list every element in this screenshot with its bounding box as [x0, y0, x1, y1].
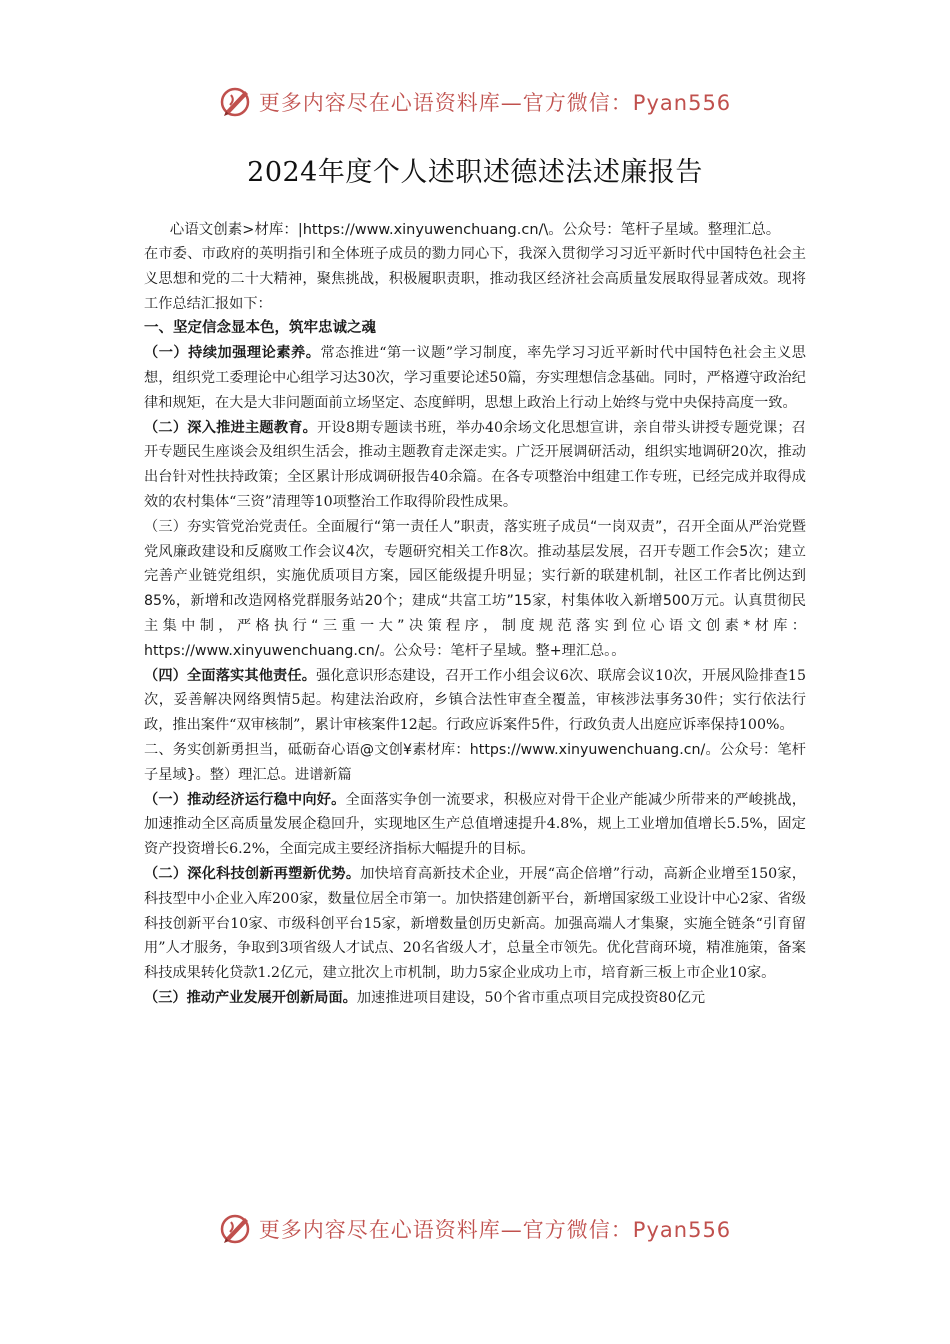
para-text: 加快培育高新技术企业，开展“高企倍增”行动，高新企业增至150家，科技型中小企业入库200家，数量位居全市第一。加快搭建创新平台，新增国家级工业设计中心2家、省级科技创新平台10家、市级科创平台15家，新增数量创历史新高。加强高端人才集聚，实施全链条“引育留用”人才服务，争取到3项省级人才试点、20名省级人才，总量全市领先。优化营商环境，精准施策，备案科技成果转化贷款1.2亿元，建立批次上市机制，助力5家企业成功上市，培育新三板上市企业10家。	[144, 865, 806, 982]
footer-banner	[0, 1209, 950, 1249]
header-banner-text: 更多内容尽在心语资料库—官方微信：Pyan556	[258, 91, 732, 115]
para-lead: （三）推动产业发展开创新局面。	[144, 989, 357, 1006]
pen-logo-icon	[219, 85, 253, 119]
para-text: 加速推进项目建设，50个省市重点项目完成投资80亿元	[356, 989, 706, 1006]
para-lead: （二）深入推进主题教育。	[144, 419, 318, 436]
section-1-para-4	[144, 664, 806, 738]
section-1-para-3: （三）夯实管党治党责任。全面履行“第一责任人”职责，落实班子成员“一岗双责”，召开全面从严治党暨党风廉政建设和反腐败工作会议4次，专题研究相关工作8次。推动基层发展，召开专题工作会5次；建立完善产业链党组织，实施优质项目方案，园区能级提升明显；实行新的联建机制，社区工作者比例达到85%，新增和改造网格党群服务站20个；建成“共富工坊”15家，村集体收入新增500万元。认真贯彻民主集中制，严格执行“三重一大”决策程序，制度规范落实到位心语文创素*材库：https://www.xinyuwenchuang.cn/。公众号：笔杆子星域。整+理汇总。。	[144, 518, 806, 659]
pen-logo-icon	[219, 1212, 253, 1246]
section-1-para-1	[144, 341, 806, 415]
section-1-para-2	[144, 416, 806, 515]
section-2-para-3	[144, 986, 806, 1011]
document-title: 2024年度个人述职述德述法述廉报告	[247, 157, 703, 188]
intro-paragraph: 在市委、市政府的英明指引和全体班子成员的勠力同心下，我深入贯彻学习习近平新时代中国特色社会主义思想和党的二十大精神，聚焦挑战，积极履职责职，推动我区经济社会高质量发展取得显著成效。现将工作总结汇报如下：	[144, 246, 806, 312]
para-text: 常态推进“第一议题”学习制度，率先学习习近平新时代中国特色社会主义思想，组织党工委理论中心组学习达30次，学习重要论述50篇，夯实理想信念基础。同时，严格遵守政治纪律和规矩，在大是大非问题面前立场坚定、态度鲜明，思想上政治上行动上始终与党中央保持高度一致。	[144, 345, 806, 411]
document-body	[144, 218, 806, 1011]
para-text: 开设8期专题读书班，举办40余场文化思想宣讲，亲自带头讲授专题党课；召开专题民生座谈会及组织生活会，推动主题教育走深走实。广泛开展调研活动，组织实地调研20次，推动出台针对性扶持政策；全区累计形成调研报告40余篇。在各专项整治中组建工作专班，已经完成并取得成效的农村集体“三资”清理等10项整治工作取得阶段性成果。	[144, 419, 806, 510]
para-lead: （二）深化科技创新再塑新优势。	[144, 865, 361, 882]
para-text: 全面落实争创一流要求，积极应对骨干企业产能减少所带来的严峻挑战，加速推动全区高质量发展企稳回升，实现地区生产总值增速提升4.8%，规上工业增加值增长5.5%，固定资产投资增长6.2%，全面完成主要经济指标大幅提升的目标。	[144, 791, 806, 858]
para-text: 强化意识形态建设，召开工作小组会议6次、联席会议10次，开展风险排查15次，妥善解决网络舆情5起。构建法治政府，乡镇合法性审查全覆盖，审核涉法事务30件；实行依法行政，推出案件“双审核制”，累计审核案件12起。行政应诉案件5件，行政负责人出庭应诉率保持100%。	[144, 667, 806, 734]
para-lead: （四）全面落实其他责任。	[144, 667, 317, 684]
section-1-heading: 一、坚定信念显本色，筑牢忠诚之魂	[144, 320, 376, 337]
para-lead: （一）持续加强理论素养。	[144, 345, 321, 362]
para-lead: （一）推动经济运行稳中向好。	[144, 791, 346, 808]
section-2-para-1	[144, 788, 806, 862]
section-2-heading: 二、务实创新勇担当，砥砺奋心语@文创¥素材库：https://www.xinyuwenchuang.cn/。公众号：笔杆子星域}。整）理汇总。进谱新篇	[144, 741, 806, 783]
footer-banner-text: 更多内容尽在心语资料库—官方微信：Pyan556	[258, 1218, 732, 1242]
section-2-para-2	[144, 862, 806, 986]
header-banner	[0, 82, 950, 122]
source-note: 心语文创素>材库：|https://www.xinyuwenchuang.cn/\。公众号：笔杆子星域。整理汇总。	[169, 222, 781, 238]
